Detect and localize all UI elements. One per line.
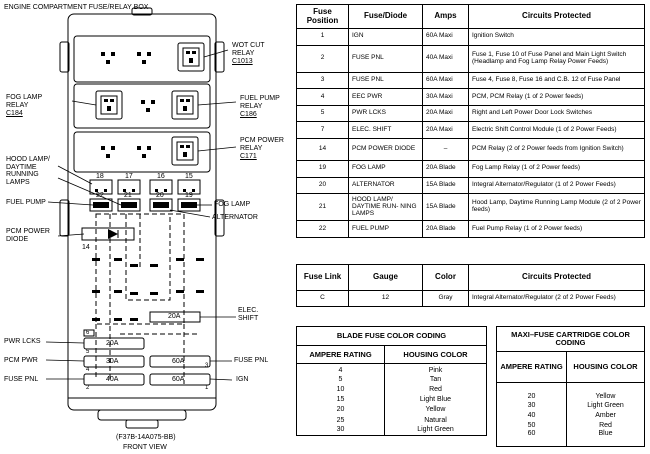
cell-circuit: PCM Relay (2 of 2 Power feeds from Ignition Switch) bbox=[469, 138, 645, 160]
maxi-amp: 40 bbox=[497, 410, 567, 420]
table-row bbox=[297, 177, 645, 194]
pcm-relay-line2: RELAY bbox=[240, 145, 263, 153]
cell-circuit: Electric Shift Control Module (1 of 2 Power Feeds) bbox=[469, 122, 645, 139]
slot-number-20: 20 bbox=[156, 192, 164, 199]
cell-position: 21 bbox=[297, 194, 349, 221]
cell-fuse: PCM POWER DIODE bbox=[349, 138, 423, 160]
table-row bbox=[497, 410, 645, 420]
table-row bbox=[297, 89, 645, 106]
relay-bay-bot bbox=[74, 132, 210, 172]
wot-relay-label bbox=[232, 42, 265, 66]
table-row bbox=[297, 160, 645, 177]
cell-position: 19 bbox=[297, 160, 349, 177]
elec-shift-line2: SHIFT bbox=[238, 315, 259, 323]
fuse-box-diagram bbox=[0, 0, 290, 454]
slot-number-3: 3 bbox=[205, 363, 209, 369]
fog-lamp-label: FOG LAMP bbox=[214, 201, 251, 208]
cell-circuit: Right and Left Power Door Lock Switches bbox=[469, 105, 645, 122]
blade-color: Yellow bbox=[385, 405, 487, 415]
cell-amps: 20A Maxi bbox=[423, 122, 469, 139]
table-row bbox=[297, 291, 645, 307]
cell-circuit: Fuse 1, Fuse 10 of Fuse Panel and Main Light Switch (Headlamp and Fog Lamp Relay Power Feeds) bbox=[469, 45, 645, 72]
blade-table-title: BLADE FUSE COLOR CODING bbox=[297, 327, 487, 346]
maxi-amp: 20 bbox=[497, 383, 567, 401]
table-row bbox=[297, 374, 487, 384]
link-table-header bbox=[297, 265, 645, 291]
cell-link: C bbox=[297, 291, 349, 307]
cell-position: 3 bbox=[297, 72, 349, 89]
maxi-color: Red bbox=[567, 420, 645, 430]
housing-outline bbox=[68, 14, 216, 410]
hood-lamp-label bbox=[6, 156, 50, 187]
hood-lamp-line3: RUNNING bbox=[6, 171, 39, 179]
pcm-relay-label bbox=[240, 137, 284, 161]
table-row bbox=[297, 221, 645, 238]
maxi-amp-6: 20A bbox=[106, 340, 119, 347]
bottom-tab bbox=[98, 410, 186, 420]
cell-circuit: Fuse 4, Fuse 8, Fuse 16 and C.B. 12 of Fuse Panel bbox=[469, 72, 645, 89]
cell-fuse: ALTERNATOR bbox=[349, 177, 423, 194]
cell-gauge: 12 bbox=[349, 291, 423, 307]
col-link-circuits: Circuits Protected bbox=[469, 265, 645, 291]
pcm-diode-label bbox=[6, 228, 50, 244]
slot-number-1: 1 bbox=[205, 385, 209, 391]
col-circuits: Circuits Protected bbox=[469, 5, 645, 29]
cell-fuse: EEC PWR bbox=[349, 89, 423, 106]
cell-circuit: Ignition Switch bbox=[469, 29, 645, 46]
cell-amps: 20A Blade bbox=[423, 160, 469, 177]
fuel-relay-line2: RELAY bbox=[240, 103, 263, 111]
cell-position: 7 bbox=[297, 122, 349, 139]
blade-col-color: HOUSING COLOR bbox=[385, 346, 487, 364]
maxi-color: Amber bbox=[567, 410, 645, 420]
fuse-position-table bbox=[296, 4, 645, 238]
fog-relay-code: C184 bbox=[6, 110, 23, 118]
relay-wot-socket bbox=[178, 43, 204, 71]
table-row bbox=[297, 72, 645, 89]
ign-label: IGN bbox=[236, 376, 249, 383]
table-row bbox=[297, 415, 487, 425]
cell-fuse: FUEL PUMP bbox=[349, 221, 423, 238]
slot-number-19: 19 bbox=[185, 192, 193, 199]
blade-amp: 20 bbox=[297, 405, 385, 415]
col-fuse-diode: Fuse/Diode bbox=[349, 5, 423, 29]
maxi-color: Light Green bbox=[567, 400, 645, 410]
blade-amp: 5 bbox=[297, 374, 385, 384]
fuse-table-header bbox=[297, 5, 645, 29]
blade-amp: 10 bbox=[297, 385, 385, 395]
fog-relay-line2: RELAY bbox=[6, 102, 29, 110]
cell-position: 5 bbox=[297, 105, 349, 122]
slot-number-4: 4 bbox=[86, 367, 90, 373]
slot-number-15: 15 bbox=[185, 173, 193, 180]
pcm-relay-line1: PCM POWER bbox=[240, 137, 284, 144]
pwr-lcks-label: PWR LCKS bbox=[4, 338, 41, 345]
maxi-color: Yellow bbox=[567, 383, 645, 401]
cell-fuse: FUSE PNL bbox=[349, 45, 423, 72]
cell-circuit: Fuel Pump Relay (1 of 2 Power feeds) bbox=[469, 221, 645, 238]
cell-position: 4 bbox=[297, 89, 349, 106]
pcm-relay-code: C171 bbox=[240, 153, 257, 161]
fuel-relay-code: C186 bbox=[240, 111, 257, 119]
maxi-amp-3: 60A bbox=[172, 358, 185, 365]
pcm-diode-line2: DIODE bbox=[6, 236, 29, 244]
fuel-relay-line1: FUEL PUMP bbox=[240, 95, 280, 102]
blade-color: Pink bbox=[385, 364, 487, 375]
front-view-label: FRONT VIEW bbox=[123, 444, 167, 451]
maxi-amp-4: 30A bbox=[106, 358, 119, 365]
slot-number-17: 17 bbox=[125, 173, 133, 180]
cell-amps: 30A Maxi bbox=[423, 89, 469, 106]
maxi-amp: 50 bbox=[497, 420, 567, 430]
slot-number-5: 5 bbox=[86, 349, 90, 355]
cell-amps: 40A Maxi bbox=[423, 45, 469, 72]
cell-color: Gray bbox=[423, 291, 469, 307]
blade-color: Red bbox=[385, 385, 487, 395]
blade-color: Tan bbox=[385, 374, 487, 384]
cell-circuit: Integral Alternator/Regulator (2 of 2 Power Feeds) bbox=[469, 291, 645, 307]
cell-amps: 20A Maxi bbox=[423, 105, 469, 122]
wot-relay-code: C1013 bbox=[232, 58, 253, 66]
col-fuse-link: Fuse Link bbox=[297, 265, 349, 291]
slot-number-14: 14 bbox=[82, 244, 90, 251]
col-gauge: Gauge bbox=[349, 265, 423, 291]
fog-relay-label bbox=[6, 94, 42, 118]
maxi-color: Blue bbox=[567, 430, 645, 446]
cell-circuit: Hood Lamp, Daytime Running Lamp Module (2 of 2 Power feeds) bbox=[469, 194, 645, 221]
fog-relay-line1: FOG LAMP bbox=[6, 94, 43, 101]
maxi-amp: 30 bbox=[497, 400, 567, 410]
cell-amps: 15A Blade bbox=[423, 194, 469, 221]
table-row bbox=[297, 364, 487, 375]
table-row bbox=[297, 45, 645, 72]
relay-fog-socket bbox=[96, 91, 122, 119]
wot-relay-line1: WOT CUT bbox=[232, 42, 265, 49]
blade-color: Light Blue bbox=[385, 395, 487, 405]
slot-number-22: 22 bbox=[96, 192, 104, 199]
cell-amps: 20A Blade bbox=[423, 221, 469, 238]
slot-number-18: 18 bbox=[96, 173, 104, 180]
fuel-relay-label bbox=[240, 95, 280, 119]
table-row bbox=[497, 420, 645, 430]
blade-amp: 15 bbox=[297, 395, 385, 405]
cell-position: 2 bbox=[297, 45, 349, 72]
col-fuse-position: Fuse Position bbox=[297, 5, 349, 29]
cell-circuit: PCM, PCM Relay (1 of 2 Power feeds) bbox=[469, 89, 645, 106]
cell-fuse: PWR LCKS bbox=[349, 105, 423, 122]
cell-circuit: Integral Alternator/Regulator (1 of 2 Power Feeds) bbox=[469, 177, 645, 194]
table-row bbox=[297, 29, 645, 46]
slot-number-16: 16 bbox=[157, 173, 165, 180]
maxi-col-color: HOUSING COLOR bbox=[567, 352, 645, 383]
blade-color: Natural bbox=[385, 415, 487, 425]
blade-col-ampere: AMPERE RATING bbox=[297, 346, 385, 364]
table-row bbox=[497, 400, 645, 410]
blade-amp: 30 bbox=[297, 425, 385, 435]
relay-pcm-socket bbox=[172, 137, 198, 165]
blade-fuse-color-table bbox=[296, 326, 487, 436]
fuel-pump-label: FUEL PUMP bbox=[6, 199, 46, 206]
maxi-amp-2: 40A bbox=[106, 376, 119, 383]
pcm-pwr-label: PCM PWR bbox=[4, 357, 38, 364]
table-row bbox=[497, 430, 645, 446]
table-row bbox=[297, 395, 487, 405]
col-color: Color bbox=[423, 265, 469, 291]
table-row bbox=[297, 122, 645, 139]
diagram-title: ENGINE COMPARTMENT FUSE/RELAY BOX bbox=[4, 4, 149, 11]
fuse-pnl-left-label: FUSE PNL bbox=[4, 376, 39, 383]
elec-shift-label bbox=[238, 307, 258, 323]
table-row bbox=[297, 105, 645, 122]
blade-color: Light Green bbox=[385, 425, 487, 435]
cell-position: 22 bbox=[297, 221, 349, 238]
cell-fuse: FOG LAMP bbox=[349, 160, 423, 177]
maxi-table-title: MAXI–FUSE CARTRIDGE COLOR CODING bbox=[497, 327, 645, 352]
cell-position: 20 bbox=[297, 177, 349, 194]
maxi-fuse-color-table bbox=[496, 326, 645, 447]
cell-amps: 60A Maxi bbox=[423, 29, 469, 46]
cell-position: 14 bbox=[297, 138, 349, 160]
table-row bbox=[297, 194, 645, 221]
hood-lamp-line2: DAYTIME bbox=[6, 163, 37, 171]
table-row bbox=[297, 138, 645, 160]
cell-fuse: HOOD LAMP/ DAYTIME RUN- NING LAMPS bbox=[349, 194, 423, 221]
table-row bbox=[297, 385, 487, 395]
slot-number-6: 6 bbox=[86, 330, 90, 336]
table-row bbox=[297, 425, 487, 435]
table-row bbox=[297, 405, 487, 415]
table-row bbox=[497, 383, 645, 401]
slot-number-2: 2 bbox=[86, 385, 90, 391]
maxi-amp-1: 60A bbox=[172, 376, 185, 383]
relay-fuel-socket bbox=[172, 91, 198, 119]
hood-lamp-line1: HOOD LAMP/ bbox=[6, 156, 50, 163]
blade-amp: 4 bbox=[297, 364, 385, 375]
pcm-diode-line1: PCM POWER bbox=[6, 228, 50, 235]
cell-amps: 60A Maxi bbox=[423, 72, 469, 89]
maxi-amp: 60 bbox=[497, 430, 567, 446]
wot-relay-line2: RELAY bbox=[232, 50, 255, 58]
hood-lamp-line4: LAMPS bbox=[6, 179, 30, 187]
cell-circuit: Fog Lamp Relay (1 of 2 Power feeds) bbox=[469, 160, 645, 177]
elec-shift-line1: ELEC. bbox=[238, 307, 259, 314]
blade-amp: 25 bbox=[297, 415, 385, 425]
fuse-link-table bbox=[296, 264, 645, 307]
col-amps: Amps bbox=[423, 5, 469, 29]
cell-amps: – bbox=[423, 138, 469, 160]
part-code: (F37B-14A075-BB) bbox=[116, 434, 176, 441]
cell-amps: 15A Blade bbox=[423, 177, 469, 194]
fuse-pnl-right-label: FUSE PNL bbox=[234, 357, 269, 364]
cell-fuse: FUSE PNL bbox=[349, 72, 423, 89]
slot-number-21: 21 bbox=[124, 192, 132, 199]
elec-shift-amp-label: 20A bbox=[168, 313, 181, 320]
alternator-label: ALTERNATOR bbox=[212, 214, 258, 221]
cell-position: 1 bbox=[297, 29, 349, 46]
cell-fuse: ELEC. SHIFT bbox=[349, 122, 423, 139]
cell-fuse: IGN bbox=[349, 29, 423, 46]
maxi-col-ampere: AMPERE RATING bbox=[497, 352, 567, 383]
